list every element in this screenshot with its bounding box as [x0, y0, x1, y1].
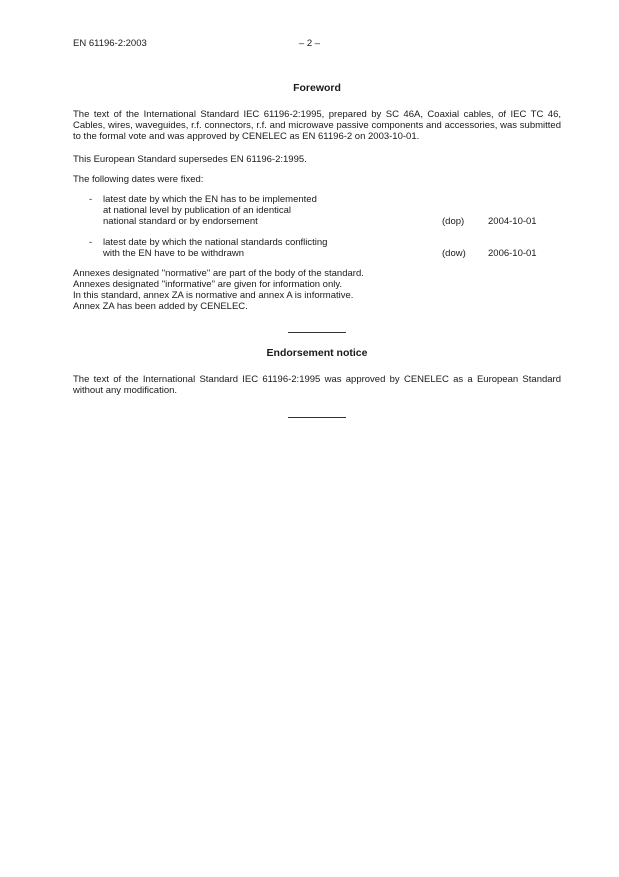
header-page-number: – 2 – [298, 38, 321, 49]
annex-line: In this standard, annex ZA is normative and annex A is informative. [73, 290, 354, 301]
foreword-paragraph-1: The text of the International Standard IEC 61196-2:1995, prepared by SC 46A, Coaxial cables, of IEC TC 46, Cables, wires, waveguides, r.f. connectors, r.f. and microwave passive components and accessories, was submitted to the formal vote and was approved by CENELEC as EN 61196-2 on 2003-10-01. [73, 109, 561, 142]
date-item-line: latest date by which the EN has to be implemented [103, 194, 317, 205]
annex-line: Annexes designated "normative" are part of the body of the standard. [73, 268, 364, 279]
annex-notes [73, 268, 561, 312]
list-dash: - [89, 237, 93, 248]
dates-list [73, 194, 561, 259]
endorsement-paragraph: The text of the International Standard IEC 61196-2:1995 was approved by CENELEC as a European Standard without any modification. [73, 374, 561, 396]
date-value: 2006-10-01 [488, 248, 537, 259]
date-item-dow [73, 237, 561, 259]
header-document-id: EN 61196-2:2003 [73, 38, 147, 49]
date-item-dop [73, 194, 561, 227]
date-code: (dow) [442, 248, 466, 259]
date-item-line: with the EN have to be withdrawn [103, 248, 244, 259]
endorsement-heading: Endorsement notice [266, 347, 368, 359]
list-dash: - [89, 194, 93, 205]
date-code: (dop) [442, 216, 465, 227]
date-item-line: national standard or by endorsement [103, 216, 258, 227]
section-divider [288, 332, 346, 333]
foreword-paragraph-2: This European Standard supersedes EN 61196-2:1995. [73, 154, 307, 165]
date-value: 2004-10-01 [488, 216, 537, 227]
date-item-line: latest date by which the national standards conflicting [103, 237, 328, 248]
page-content [73, 82, 561, 418]
annex-line: Annexes designated "informative" are given for information only. [73, 279, 343, 290]
date-item-line: at national level by publication of an identical [103, 205, 292, 216]
section-divider [288, 417, 346, 418]
foreword-paragraph-3: The following dates were fixed: [73, 174, 204, 185]
foreword-heading: Foreword [293, 82, 341, 94]
annex-line: Annex ZA has been added by CENELEC. [73, 301, 248, 312]
